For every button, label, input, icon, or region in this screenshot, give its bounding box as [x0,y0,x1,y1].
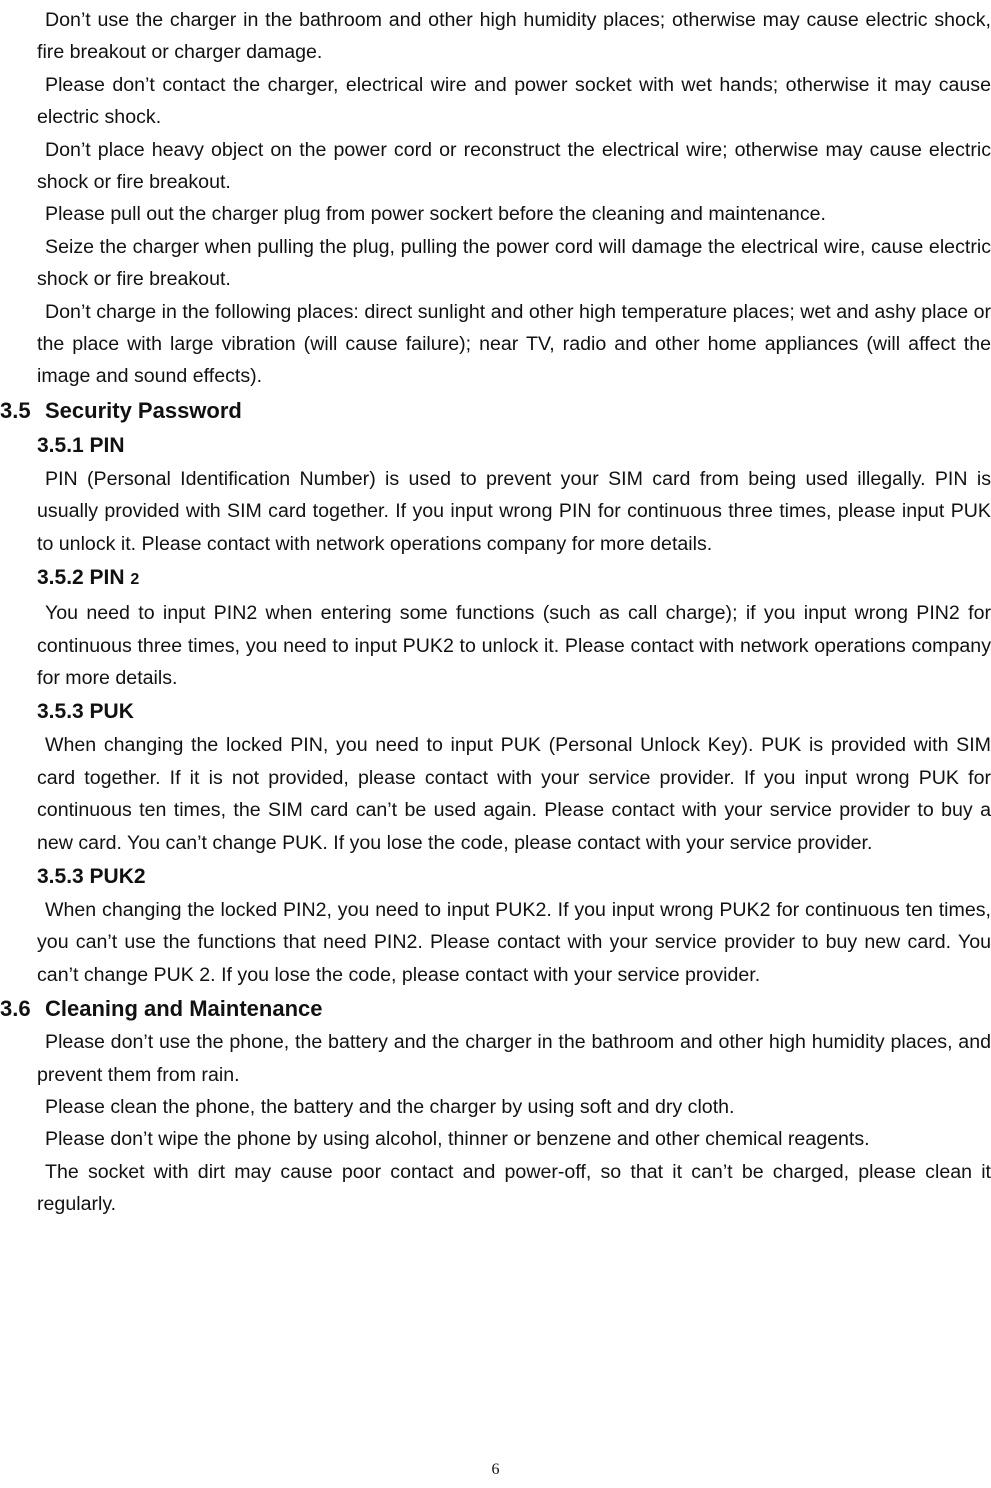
cleaning-item-4: The socket with dirt may cause poor contact and power-off, so that it can’t be charged, please clean it regularly. [37,1160,991,1216]
cleaning-item-2: Please clean the phone, the battery and the charger by using soft and dry cloth. [45,1095,735,1118]
section-number: 3.6 [0,996,31,1022]
charger-warning-5: Seize the charger when pulling the plug, pulling the power cord will damage the electrical wire, cause electric shock or fire breakout. [37,235,991,291]
subsection-heading-pin2-text: 3.5.2 PIN [37,566,125,590]
section-number: 3.5 [0,397,31,423]
cleaning-item-3: Please don’t wipe the phone by using alcohol, thinner or benzene and other chemical reagents. [45,1128,870,1151]
page-content [0,4,991,1221]
charger-warning-4: Please pull out the charger plug from power sockert before the cleaning and maintenance. [45,203,826,226]
charger-warning-6: Don’t charge in the following places: direct sunlight and other high temperature places; wet and ashy place or the place with large vibration (will cause failure); near TV, radio and other home appliances (will affect the image and sound effects). [37,300,991,388]
section-heading-security [0,393,991,428]
subsection-heading-pin2-suffix: 2 [130,571,140,589]
subsection-heading-puk: 3.5.3 PUK [37,700,134,724]
pin2-paragraph: You need to input PIN2 when entering some functions (such as call charge); if you input wrong PIN2 for continuous three times, you need to input PUK2 to unlock it. Please contact with network operations company for more details. [37,602,991,689]
subsection-heading-puk2: 3.5.3 PUK2 [37,864,146,888]
puk2-paragraph: When changing the locked PIN2, you need to input PUK2. If you input wrong PUK2 for continuous ten times, you can’t use the functions that need PIN2. Please contact with your service provider to buy new card. You can’t change PUK 2. If you lose the code, please contact with your service provider. [37,898,991,986]
charger-warning-1: Don’t use the charger in the bathroom and other high humidity places; otherwise may cause electric shock, fire breakout or charger damage. [37,9,991,64]
pin-paragraph: PIN (Personal Identification Number) is used to prevent your SIM card from being used illegally. PIN is usually provided with SIM card together. If you input wrong PIN for continuous three times, please input PUK to unlock it. Please contact with network operations company for more details. [37,467,991,555]
section-title: Cleaning and Maintenance [45,996,323,1022]
puk-paragraph: When changing the locked PIN, you need to input PUK (Personal Unlock Key). PUK is provided with SIM card together. If it is not provided, please contact with your service provider. If you input wrong PUK for continuous ten times, the SIM card can’t be used again. Please contact with your service provider to buy a new card. You can’t change PUK. If you lose the code, please contact with your service provider. [37,734,991,854]
page-number: 6 [491,1461,500,1478]
cleaning-item-1: Please don’t use the phone, the battery and the charger in the bathroom and other high humidity places, and prevent them from rain. [37,1031,991,1086]
section-heading-cleaning [0,991,991,1026]
section-title: Security Password [45,397,242,423]
subsection-heading-pin: 3.5.1 PIN [37,433,125,457]
subsection-heading-pin2 [0,560,991,597]
charger-warning-2: Please don’t contact the charger, electrical wire and power socket with wet hands; otherwise it may cause electric shock. [37,73,991,129]
charger-warning-3: Don’t place heavy object on the power cord or reconstruct the electrical wire; otherwise may cause electric shock or fire breakout. [37,138,991,194]
